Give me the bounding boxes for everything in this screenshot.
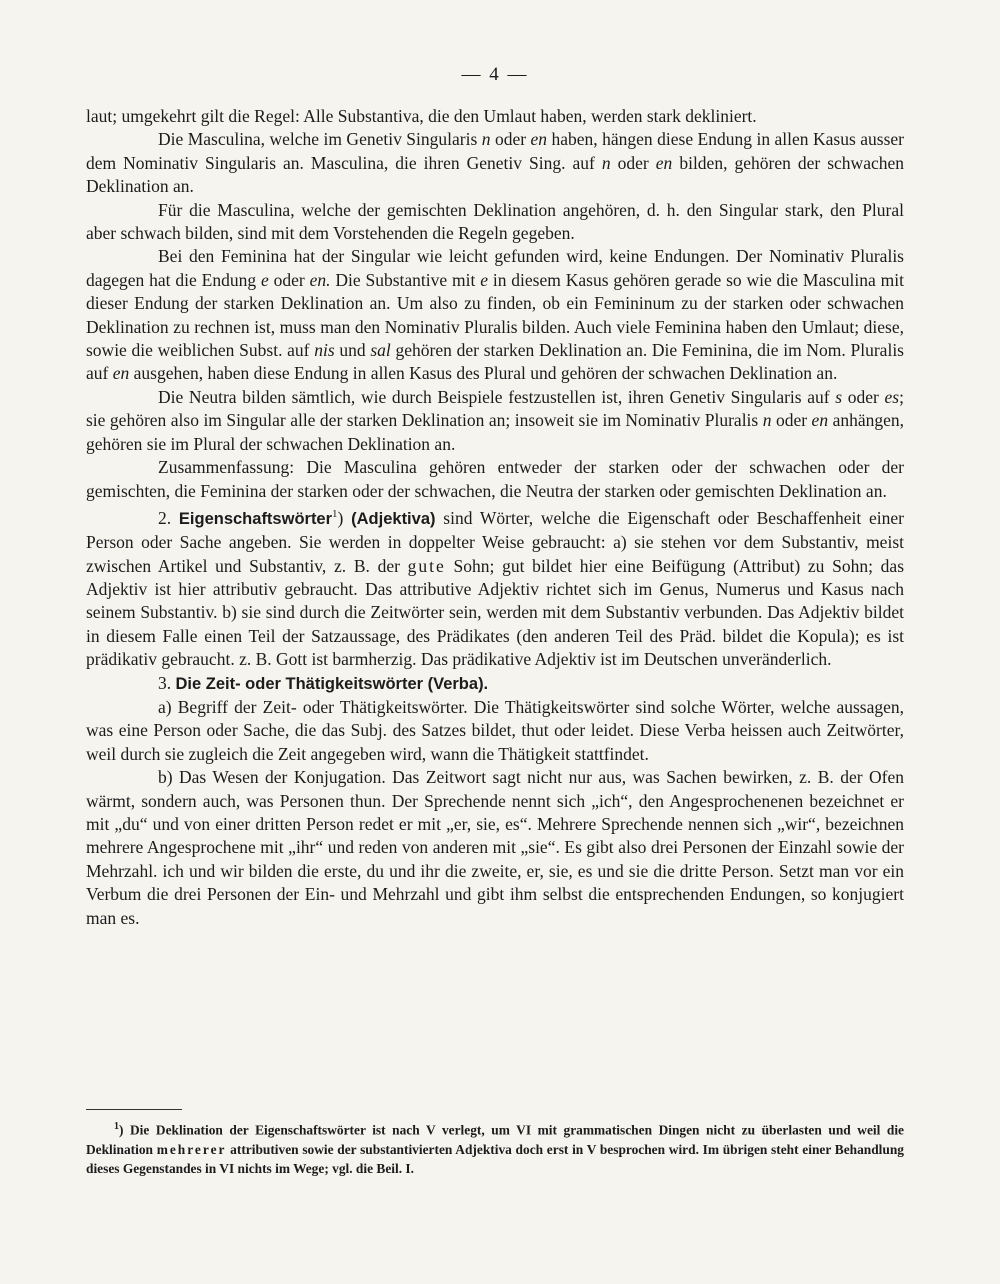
main-text [86, 105, 904, 930]
section-2-heading: Eigenschaftswörter [178, 509, 333, 528]
paragraph-5: Die Neutra bilden sämtlich, wie durch Beispiele festzustellen ist, ihren Genetiv Singularis auf s oder es; sie gehören also im Singular alle der starken Deklination an; insoweit sie im Nominativ Pluralis n oder en anhängen, gehören sie im Plural der schwachen Deklination an. [86, 386, 904, 454]
page-number: — 4 — [461, 64, 529, 85]
paragraph-2: Die Masculina, welche im Genetiv Singularis n oder en haben, hängen diese Endung in allen Kasus ausser dem Nominativ Singularis an. Masculina, die ihren Genetiv Sing. auf n oder en bilden, gehören der schwachen Deklination an. [86, 129, 904, 197]
section-2-adjektiva: 2. Eigenschaftswörter$^1$) (Adjektiva) sind Wörter, welche die Eigenschaft oder Beschaffenheit einer Person oder Sache angeben. Sie werden in doppelter Weise gebraucht: a) sie stehen vor dem Substantiv, meist zwischen Artikel und Substantiv, z. B. der gute Sohn; gut bildet hier eine Beifügung (Attribut) zu Sohn; das Adjektiv ist hier attributiv gebraucht. Das attributive Adjektiv richtet sich im Genus, Numerus und Kasus nach seinem Substantiv. b) sie sind durch die Zeitwörter sein, werden mit dem Substantiv verbunden. Das Adjektiv bildet in diesem Falle einen Teil der Satzaussage, des Prädikates (den anderen Teil des Präd. bildet die Kopula); es ist prädikativ gebraucht. z. B. Gott ist barmherzig. Das prädikative Adjektiv ist im Deutschen unveränderlich. [86, 507, 905, 670]
section-3-heading: 3. Die Zeit- oder Thätigkeitswörter (Verba). [158, 672, 489, 693]
footnote-divider [86, 1109, 182, 1110]
paragraph-3: Für die Masculina, welche der gemischten Deklination angehören, d. h. den Singular stark, den Plural aber schwach bilden, sind mit dem Vorstehenden die Regeln gegeben. [86, 199, 904, 244]
paragraph-4: Bei den Feminina hat der Singular wie leicht gefunden wird, keine Endungen. Der Nominativ Pluralis dagegen hat die Endung e oder en. Die Substantive mit e in diesem Kasus gehören gerade so wie die Masculina mit dieser Endung der starken Deklination an. Um also zu finden, ob ein Femininum zu der starken oder schwachen Deklination zu rechnen ist, muss man den Nominativ Pluralis bilden. Auch viele Feminina haben den Umlaut; diese, sowie die weiblichen Subst. auf nis und sal gehören der starken Deklination an. Die Feminina, die im Nom. Pluralis auf en ausgehen, haben diese Endung in allen Kasus des Plural und gehören der schwachen Deklination an. [86, 246, 904, 384]
paragraph-6: Zusammenfassung: Die Masculina gehören entweder der starken oder der schwachen oder der gemischten, die Feminina der starken oder der schwachen, die Neutra der starken oder gemischten Deklination an. [86, 457, 904, 501]
paragraph-verba-a: a) Begriff der Zeit- oder Thätigkeitswörter. Die Thätigkeitswörter sind solche Wörter, welche aussagen, was eine Person oder Sache, die das Subj. des Satzes bildet, thut oder leidet. Diese Verba heissen auch Zeitwörter, weil durch sie zugleich die Zeit angegeben wird, wann die Thätigkeit stattfindet. [86, 696, 904, 764]
paragraph-1: laut; umgekehrt gilt die Regel: Alle Substantiva, die den Umlaut haben, werden stark dekliniert. [86, 106, 757, 126]
footnote: $^1$) Die Deklination der Eigenschaftswörter ist nach V verlegt, um VI mit grammatischen Dingen nicht zu überlasten und weil die Deklination mehrerer attributiven sowie der substantivierten Adjektiva doch erst in V besprochen wird. Im übrigen steht einer Behandlung dieses Gegenstandes in VI nichts im Wege; vgl. die Beil. I. [86, 1121, 904, 1177]
paragraph-verba-b: b) Das Wesen der Konjugation. Das Zeitwort sagt nicht nur aus, was Sachen bewirken, z. B. der Ofen wärmt, sondern auch, was Personen thun. Der Sprechende nennt sich „ich“, den Angesprochenenen bezeichnet er mit „du“ und von einer dritten Person redet er mit „er, sie, es“. Mehrere Sprechende nennen sich „wir“, bezeichnen mehrere Angesprochene mit „ihr“ und reden von anderen mit „sie“. Es gibt also drei Personen der Einzahl sowie der Mehrzahl. ich und wir bilden die erste, du und ihr die zweite, er, sie, es und sie die dritte Person. Setzt man vor ein Verbum die drei Personen der Ein- und Mehrzahl und gibt ihm selbst die entsprechenden Endungen, so konjugiert man es. [86, 767, 904, 928]
footnote-ref: 1 [332, 507, 338, 520]
